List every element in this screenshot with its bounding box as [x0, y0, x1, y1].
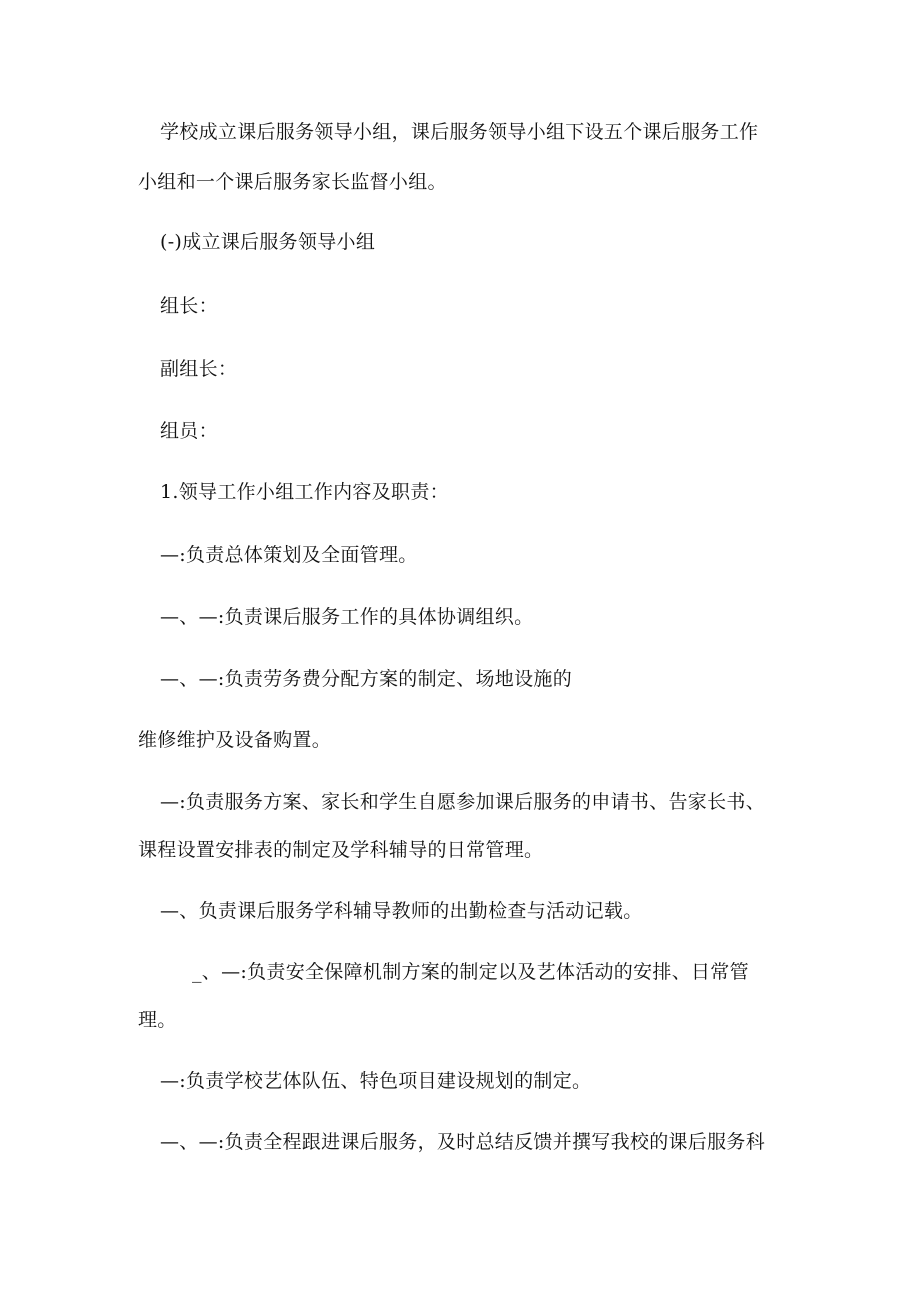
duty-item: —:负责总体策划及全面管理。	[160, 544, 418, 566]
role-label-deputy-leader: 副组长：	[160, 358, 238, 380]
paragraph-line: 小组和一个课后服务家长监督小组。	[138, 171, 447, 193]
duty-item: _、—:负责安全保障机制方案的制定以及艺体活动的安排、日常管	[192, 961, 749, 983]
duty-item: —、—:负责全程跟进课后服务，及时总结反馈并撰写我校的课后服务科	[160, 1131, 766, 1153]
role-label-members: 组员：	[160, 420, 218, 442]
subsection-heading: 1.领导工作小组工作内容及职责：	[160, 481, 449, 503]
duty-item-continuation: 课程设置安排表的制定及学科辅导的日常管理。	[138, 839, 544, 861]
role-label-leader: 组长：	[160, 295, 218, 317]
duty-item: —、—:负责劳务费分配方案的制定、场地设施的	[160, 668, 573, 690]
section-heading: (-)成立课后服务领导小组	[160, 231, 376, 253]
duty-item: —、负责课后服务学科辅导教师的出勤检查与活动记载。	[160, 900, 643, 922]
duty-item: —:负责服务方案、家长和学生自愿参加课后服务的申请书、告家长书、	[160, 791, 766, 813]
duty-item-continuation: 理。	[138, 1009, 177, 1031]
duty-item: —:负责学校艺体队伍、特色项目建设规划的制定。	[160, 1070, 592, 1092]
duty-item: —、—:负责课后服务工作的具体协调组织。	[160, 606, 534, 628]
duty-item-continuation: 维修维护及设备购置。	[138, 729, 332, 751]
paragraph-line: 学校成立课后服务领导小组，课后服务领导小组下设五个课后服务工作	[160, 121, 759, 143]
